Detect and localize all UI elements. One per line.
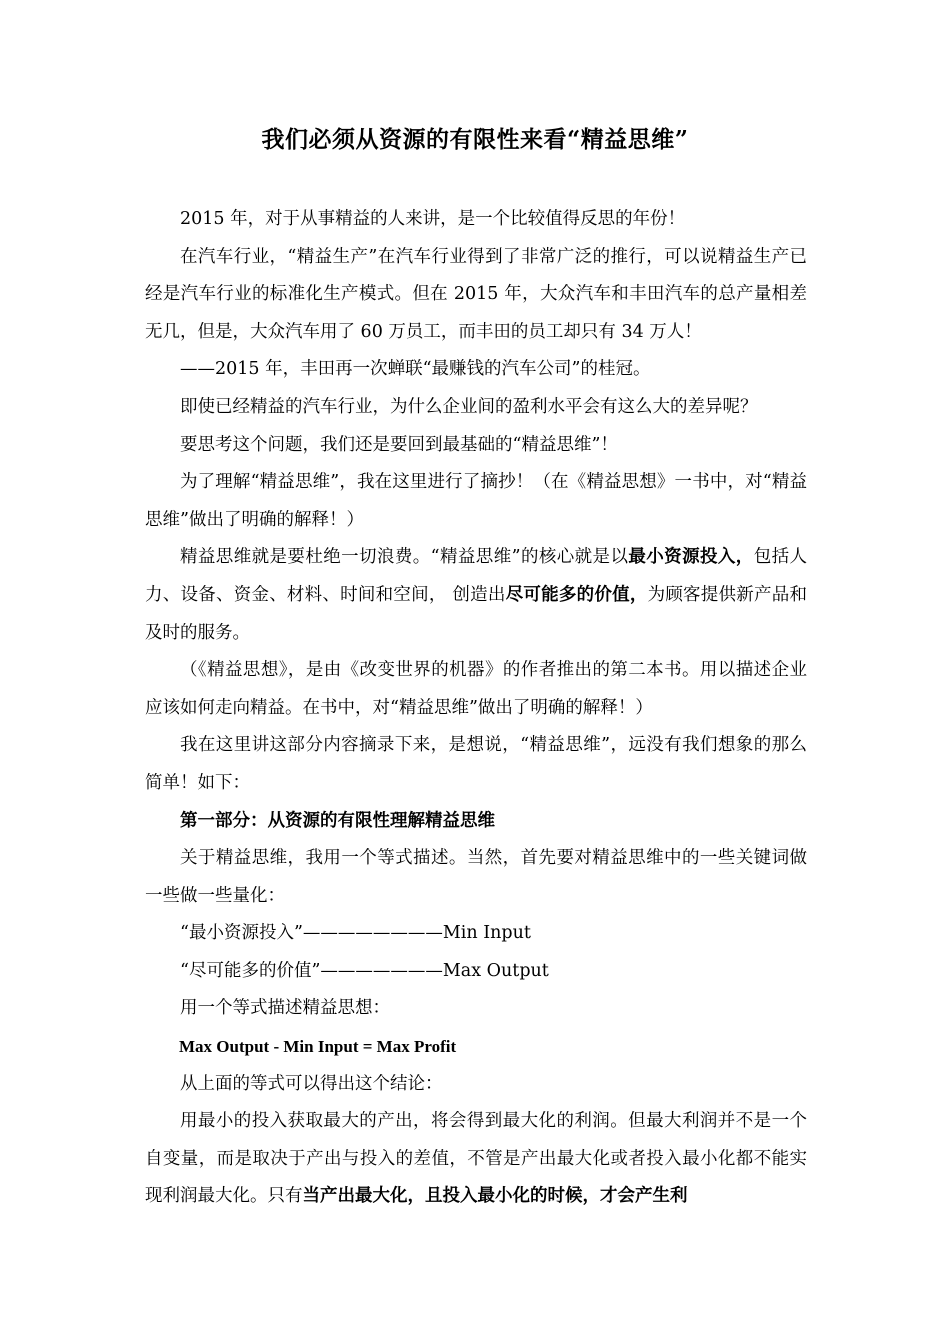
paragraph-lean-definition: [145, 539, 807, 652]
definition-bold-max-value: 尽可能多的价值，: [505, 584, 648, 605]
definition-bold-min-input: 最小资源投入，: [628, 547, 754, 568]
formula-max-profit: Max Output - Min Input = Max Profit: [179, 1037, 457, 1057]
definition-text-3: 为顾客提供新产品和及时的服务。: [145, 584, 808, 643]
definition-text-1: 精益思维就是要杜绝一切浪费。“精益思维”的核心就是以: [180, 547, 629, 568]
paragraph-excerpt-intro: 为了理解“精益思维”，我在这里进行了摘抄！（在《精益思想》一书中，对“精益思维”做出了明确的解释！）: [145, 472, 807, 530]
conclusion-bold: 当产出最大化，且投入最小化的时候，才会产生利: [302, 1186, 688, 1207]
definition-min-input: “最小资源投入”————————Min Input: [180, 923, 531, 944]
paragraph-2015-reflection: 2015 年，对于从事精益的人来讲，是一个比较值得反思的年份！: [180, 209, 686, 229]
paragraph-conclusion-lead: 从上面的等式可以得出这个结论：: [180, 1073, 443, 1094]
document-title: 我们必须从资源的有限性来看“精益思维”: [261, 126, 689, 153]
paragraph-auto-industry: 在汽车行业，“精益生产”在汽车行业得到了非常广泛的推行，可以说精益生产已经是汽车行业的标准化生产模式。但在 2015 年，大众汽车和丰田汽车的总产量相差无几，但是，大众汽车用了 60 万员工，而丰田的员工却只有 34 万人！: [145, 246, 807, 342]
paragraph-back-to-basics: 要思考这个问题，我们还是要回到最基础的“精益思维”！: [180, 434, 618, 455]
paragraph-toyota-crown: ——2015 年，丰田再一次蝉联“最赚钱的汽车公司”的桂冠。: [180, 359, 651, 380]
paragraph-equation-lead: 用一个等式描述精益思想：: [180, 998, 390, 1019]
paragraph-profit-gap-question: 即使已经精益的汽车行业，为什么企业间的盈利水平会有这么大的差异呢？: [180, 396, 758, 417]
paragraph-book-note: （《精益思想》，是由《改变世界的机器》的作者推出的第二本书。用以描述企业应该如何走向精益。在书中，对“精益思维”做出了明确的解释！）: [145, 660, 807, 718]
paragraph-conclusion: [145, 1103, 807, 1216]
paragraph-not-simple: 我在这里讲这部分内容摘录下来，是想说，“精益思维”，远没有我们想象的那么简单！如下：: [145, 735, 807, 793]
paragraph-equation-intro: 关于精益思维，我用一个等式描述。当然，首先要对精益思维中的一些关键词做一些做一些量化：: [145, 848, 807, 906]
definition-max-output: “尽可能多的价值”———————Max Output: [180, 960, 549, 981]
section-heading-part-one: 第一部分：从资源的有限性理解精益思维: [180, 810, 495, 831]
document-body: [145, 201, 807, 1216]
conclusion-text: 用最小的投入获取最大的产出，将会得到最大化的利润。但最大利润并不是一个自变量，而是取决于产出与投入的差值，不管是产出最大化或者投入最小化都不能实现利润最大化。只有: [145, 1111, 807, 1207]
definition-text-2: 包括人力、设备、资金、材料、时间和空间， 创造出: [145, 547, 808, 605]
